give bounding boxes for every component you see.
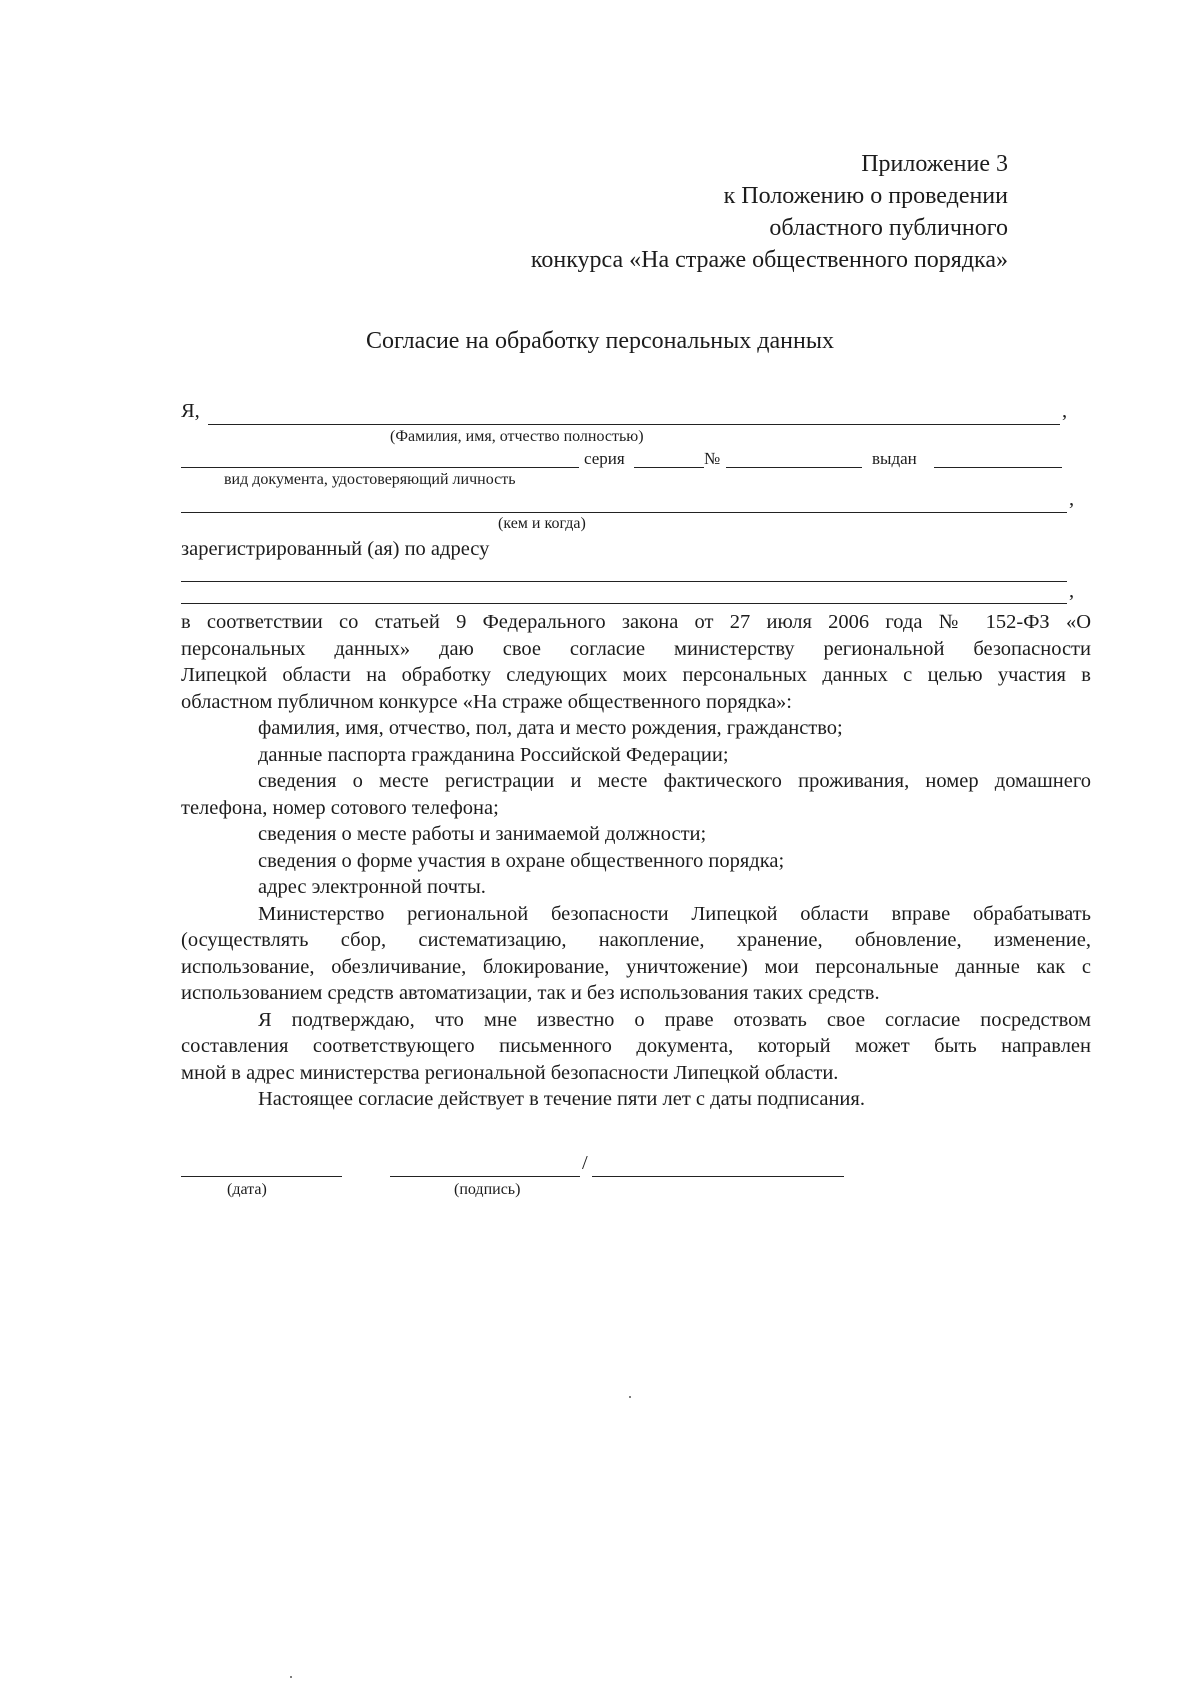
text-line: персональных данных» даю свое согласие министерству региональной безопасности — [181, 637, 1091, 660]
date-field-line[interactable] — [181, 1176, 342, 1177]
number-field-line[interactable] — [726, 467, 862, 468]
text-line: Министерство региональной безопасности Липецкой области вправе обрабатывать — [258, 902, 1091, 925]
text-line: Я подтверждаю, что мне известно о праве отозвать свое согласие посредством — [258, 1008, 1091, 1031]
ya-label: Я, — [181, 400, 200, 422]
appendix-reference-2: областного публичного — [769, 215, 1008, 241]
issued-field-line[interactable] — [934, 467, 1062, 468]
issued-by-caption: (кем и когда) — [498, 515, 586, 532]
comma-2: , — [1069, 488, 1075, 510]
issued-by-line[interactable] — [181, 512, 1067, 513]
address-line-2[interactable] — [181, 603, 1067, 604]
series-field-line[interactable] — [634, 467, 704, 468]
signature-field-line[interactable] — [390, 1176, 580, 1177]
number-label: № — [704, 449, 721, 468]
series-label: серия — [584, 449, 625, 468]
scan-speck — [629, 1396, 631, 1398]
consent-paragraph — [181, 609, 1091, 1113]
text-line: мной в адрес министерства региональной безопасности Липецкой области. — [181, 1061, 839, 1084]
document-type-caption: вид документа, удостоверяющий личность — [224, 471, 516, 488]
scan-speck — [290, 1676, 292, 1678]
text-line: областном публичном конкурсе «На страже общественного порядка»: — [181, 690, 793, 713]
appendix-reference-3: конкурса «На страже общественного порядка» — [530, 247, 1008, 273]
list-item: сведения о месте работы и занимаемой должности; — [258, 823, 707, 845]
address-line-1[interactable] — [181, 581, 1067, 582]
date-caption: (дата) — [227, 1181, 267, 1198]
appendix-number: Приложение 3 — [861, 151, 1008, 177]
comma-3: , — [1069, 580, 1075, 602]
appendix-reference: к Положению о проведении — [723, 183, 1008, 209]
list-item: данные паспорта гражданина Российской Федерации; — [258, 743, 729, 766]
name-transcript-line[interactable] — [592, 1176, 844, 1177]
list-item: фамилия, имя, отчество, пол, дата и место рождения, гражданство; — [258, 717, 843, 739]
registered-address-label: зарегистрированный (ая) по адресу — [181, 538, 490, 560]
text-line: Липецкой области на обработку следующих моих персональных данных с целью участия в — [181, 664, 1091, 686]
text-line: использование, обезличивание, блокирование, уничтожение) мои персональные данные как с — [181, 955, 1091, 978]
signature-caption: (подпись) — [454, 1181, 521, 1198]
comma: , — [1062, 400, 1068, 422]
issued-label: выдан — [872, 449, 917, 468]
list-item: сведения о форме участия в охране общественного порядка; — [258, 849, 785, 872]
list-item-cont: телефона, номер сотового телефона; — [181, 796, 499, 819]
list-item: сведения о месте регистрации и месте фактического проживания, номер домашнего — [258, 770, 1091, 792]
fio-caption: (Фамилия, имя, отчество полностью) — [390, 428, 644, 445]
document-type-line[interactable] — [181, 467, 579, 468]
text-line: (осуществлять сбор, систематизацию, накопление, хранение, обновление, изменение, — [181, 929, 1091, 951]
text-line: составления соответствующего письменного документа, который может быть направлен — [181, 1035, 1091, 1057]
fio-field-line[interactable] — [208, 424, 1060, 425]
slash: / — [582, 1152, 588, 1174]
text-line: Настоящее согласие действует в течение пяти лет с даты подписания. — [258, 1088, 865, 1110]
document-title: Согласие на обработку персональных данных — [366, 328, 834, 354]
list-item: адрес электронной почты. — [258, 876, 486, 898]
text-line: в соответствии со статьей 9 Федерального закона от 27 июля 2006 года № 152-ФЗ «О — [181, 611, 1091, 633]
text-line: использованием средств автоматизации, так и без использования таких средств. — [181, 982, 880, 1004]
